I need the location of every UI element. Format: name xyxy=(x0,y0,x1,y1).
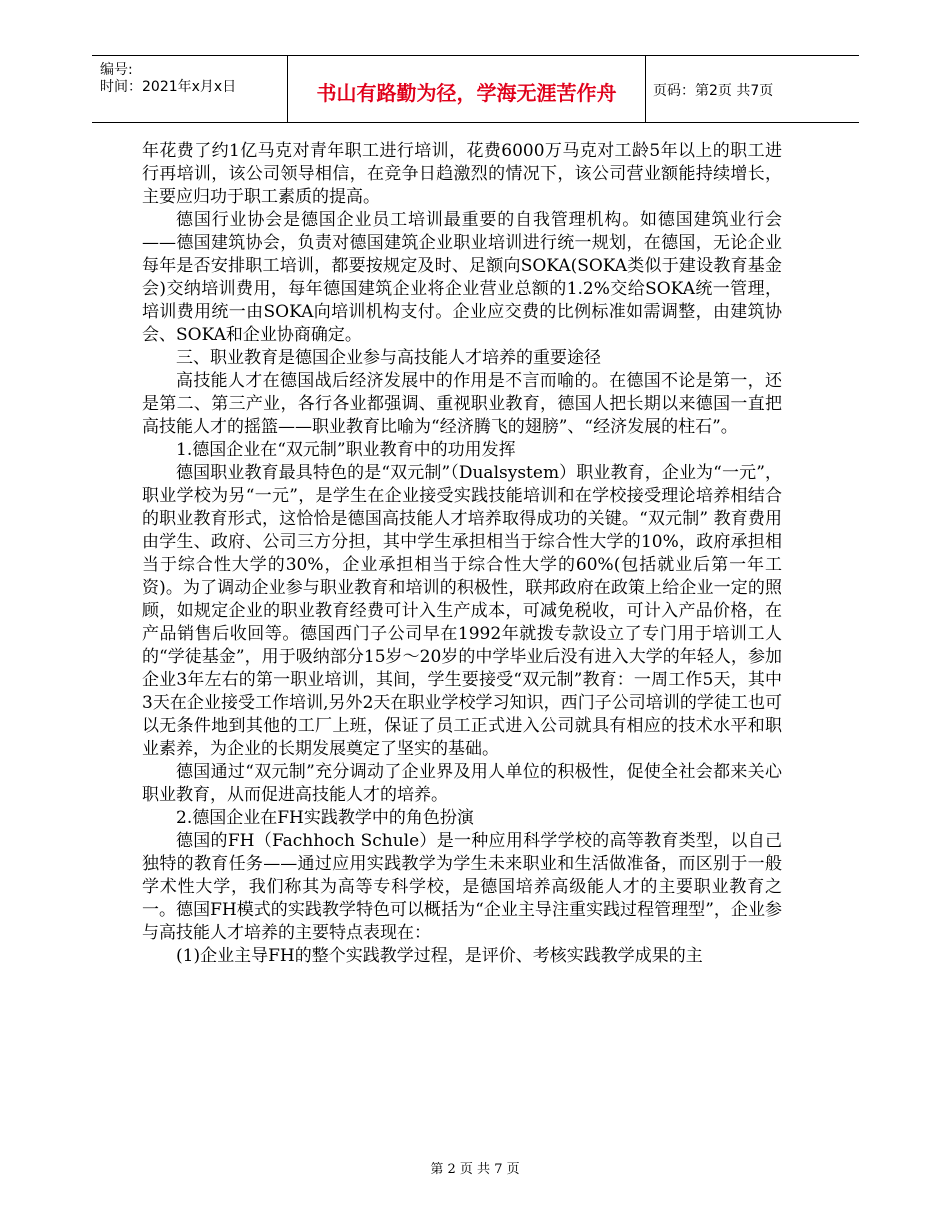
serial-label: 编号: xyxy=(100,62,133,78)
header-left-cell xyxy=(92,56,287,122)
subheading-fh-practice: 2.德国企业在FH实践教学中的角色扮演 xyxy=(176,808,474,828)
section-heading-3: 三、职业教育是德国企业参与高技能人才培养的重要途径 xyxy=(176,348,601,368)
header-middle-cell xyxy=(287,56,646,122)
paragraph-skilled-talent: 高技能人才在德国战后经济发展中的作用是不言而喻的。在德国不论是第一，还是第二、第三产业，各行各业都强调、重视职业教育，德国人把长期以来德国一直把高技能人才的摇篮——职业教育比喻为“经济腾飞的翅膀”、“经济发展的柱石”。 xyxy=(142,371,782,437)
paragraph-fh-point-1: (1)企业主导FH的整个实践教学过程，是评价、考核实践教学成果的主 xyxy=(176,946,703,966)
header-page-code: 页码：第2页 共7页 xyxy=(653,83,774,99)
paragraph-fh: 德国的FH（Fachhoch Schule）是一种应用科学学校的高等教育类型，以自己独特的教育任务——通过应用实践教学为学生未来职业和生活做准备，而区别于一般学术性大学，我们称其为高等专科学校，是德国培养高级能人才的主要职业教育之一。德国FH模式的实践教学特色可以概括为“企业主导注重实践过程管理型”，企业参与高技能人才培养的主要特点表现在： xyxy=(142,831,782,943)
header-motto: 书山有路勤为径，学海无涯苦作舟 xyxy=(316,81,617,105)
subheading-dual-system: 1.德国企业在“双元制”职业教育中的功用发挥 xyxy=(176,440,516,460)
page-header xyxy=(92,55,859,123)
header-right-cell xyxy=(645,56,859,122)
paragraph-dual-system-summary: 德国通过“双元制”充分调动了企业界及用人单位的积极性，促使全社会都来关心职业教育，从而促进高技能人才的培养。 xyxy=(142,762,782,805)
paragraph-dual-system: 德国职业教育最具特色的是“双元制”（Dualsystem）职业教育，企业为“一元”，职业学校为另“一元”，是学生在企业接受实践技能培训和在学校接受理论培养相结合的职业教育形式，这恰恰是德国高技能人才培养取得成功的关键。“双元制” 教育费用由学生、政府、公司三方分担，其中学生承担相当于综合性大学的10%，政府承担相当于综合性大学的30%，企业承担相当于综合性大学的60%(包括就业后第一年工资)。为了调动企业参与职业教育和培训的积极性，联邦政府在政策上给企业一定的照顾，如规定企业的职业教育经费可计入生产成本，可减免税收，可计入产品价格，在产品销售后收回等。德国西门子公司早在1992年就拨专款设立了专门用于培训工人的“学徒基金”，用于吸纳部分15岁～20岁的中学毕业后没有进入大学的年轻人，参加企业3年左右的第一职业培训，其间，学生要接受“双元制”教育：一周工作5天，其中3天在企业接受工作培训,另外2天在职业学校学习知识，西门子公司培训的学徒工也可以无条件地到其他的工厂上班，保证了员工正式进入公司就具有相应的技术水平和职业素养，为企业的长期发展奠定了坚实的基础。 xyxy=(142,463,782,759)
page-footer: 第 2 页 共 7 页 xyxy=(430,1162,520,1177)
header-date: 时间：2021年x月x日 xyxy=(100,79,237,95)
paragraph-continuation: 年花费了约1亿马克对青年职工进行培训，花费6000万马克对工龄5年以上的职工进行再培训，该公司领导相信，在竞争日趋激烈的情况下，该公司营业额能持续增长，主要应归功于职工素质的提高。 xyxy=(142,141,782,207)
paragraph-industry-association: 德国行业协会是德国企业员工培训最重要的自我管理机构。如德国建筑业行会——德国建筑协会，负责对德国建筑企业职业培训进行统一规划，在德国，无论企业每年是否安排职工培训，都要按规定及时、足额向SOKA(SOKA类似于建设教育基金会)交纳培训费用，每年德国建筑企业将企业营业总额的1.2%交给SOKA统一管理，培训费用统一由SOKA向培训机构支付。企业应交费的比例标准如需调整，由建筑协会、SOKA和企业协商确定。 xyxy=(142,210,782,345)
document-body xyxy=(142,140,782,968)
